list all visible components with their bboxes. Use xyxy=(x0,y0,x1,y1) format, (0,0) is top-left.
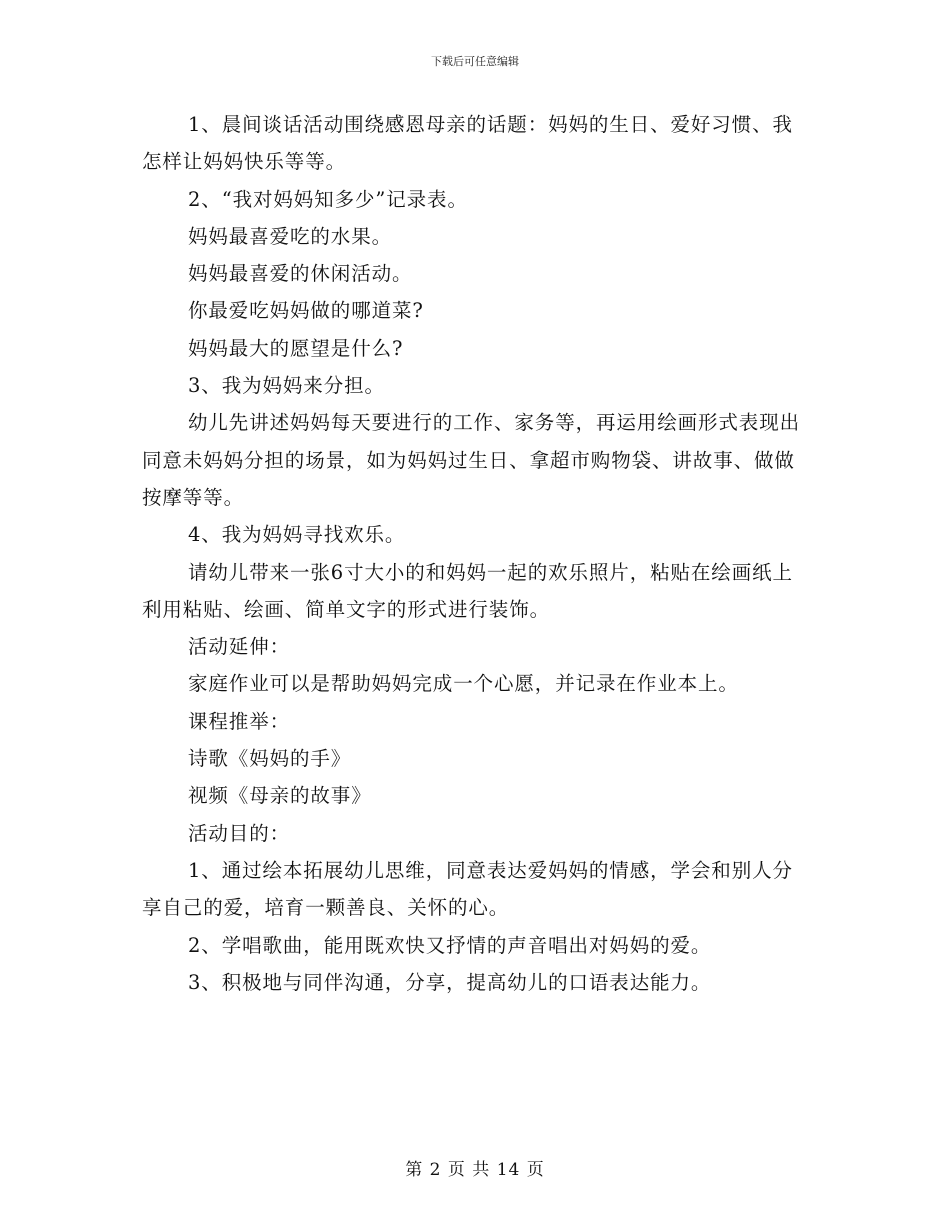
paragraph: 1、晨间谈话活动围绕感恩母亲的话题：妈妈的生日、爱好习惯、我怎样让妈妈快乐等等。 xyxy=(142,113,793,174)
paragraph: 3、我为妈妈来分担。 xyxy=(188,374,385,398)
paragraph: 请幼儿带来一张6寸大小的和妈妈一起的欢乐照片，粘贴在绘画纸上利用粘贴、绘画、简单文字的形式进行装饰。 xyxy=(142,560,793,621)
paragraph: 3、积极地与同伴沟通，分享，提高幼儿的口语表达能力。 xyxy=(188,970,712,994)
paragraph: 家庭作业可以是帮助妈妈完成一个心愿，并记录在作业本上。 xyxy=(188,672,739,696)
paragraph: 妈妈最大的愿望是什么? xyxy=(188,336,404,360)
paragraph: 2、“我对妈妈知多少”记录表。 xyxy=(188,187,468,211)
section-heading: 活动目的： xyxy=(188,821,291,845)
paragraph: 1、通过绘本拓展幼儿思维，同意表达爱妈妈的情感，学会和别人分享自己的爱，培育一颗善良、关怀的心。 xyxy=(142,858,793,920)
paragraph: 妈妈最喜爱的休闲活动。 xyxy=(188,262,413,286)
paragraph: 幼儿先讲述妈妈每天要进行的工作、家务等，再运用绘画形式表现出同意未妈妈分担的场景，如为妈妈过生日、拿超市购物袋、讲故事、做做按摩等等。 xyxy=(142,411,801,509)
paragraph: 诗歌《妈妈的手》 xyxy=(188,747,352,771)
paragraph: 你最爱吃妈妈做的哪道菜? xyxy=(188,299,424,323)
page-header: 下载后可任意编辑 xyxy=(431,55,519,68)
paragraph: 4、我为妈妈寻找欢乐。 xyxy=(188,523,406,547)
paragraph: 妈妈最喜爱吃的水果。 xyxy=(188,224,393,248)
paragraph: 2、学唱歌曲，能用既欢快又抒情的声音唱出对妈妈的爱。 xyxy=(188,933,712,957)
page-number-footer: 第 2 页 共 14 页 xyxy=(405,1160,545,1180)
section-heading: 活动延伸： xyxy=(188,635,291,659)
section-heading: 课程推举： xyxy=(188,709,291,733)
document-body xyxy=(142,106,812,1001)
paragraph: 视频《母亲的故事》 xyxy=(188,784,372,808)
